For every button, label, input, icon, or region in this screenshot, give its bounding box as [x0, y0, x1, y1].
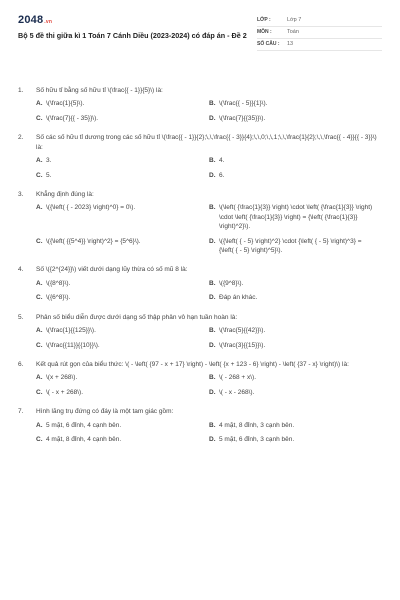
option-text: \(\frac{{11}}{{10}}\).: [46, 341, 100, 349]
answer-option[interactable]: [36, 435, 209, 444]
answer-options: [18, 99, 382, 123]
answer-option[interactable]: [209, 237, 382, 256]
option-letter: D.: [209, 114, 216, 122]
answer-option[interactable]: [209, 326, 382, 335]
answer-option[interactable]: [36, 388, 209, 397]
site-logo[interactable]: [18, 14, 248, 26]
question-number: 5.: [18, 313, 24, 321]
question-text: Phân số biểu diễn được dưới dạng số thập phân vô hạn tuần hoàn là:: [36, 313, 238, 321]
option-text: \( - x + 268\).: [46, 388, 84, 396]
header-left: [18, 14, 248, 41]
question-stem: [18, 133, 382, 152]
option-text: \(\left( {\frac{1}{3}} \right) \cdot \left( {\frac{1}{3}} \right) \cdot \left( {\frac{1}{3}} \right) = {\left( {\frac{1}{3}} \right)^2}\).: [219, 204, 373, 231]
answer-option[interactable]: [36, 421, 209, 430]
answer-option[interactable]: [36, 341, 209, 350]
meta-table: [257, 15, 382, 51]
header: [18, 14, 382, 64]
option-text: 4 mặt, 8 đỉnh, 3 cạnh bên.: [219, 421, 295, 429]
option-letter: D.: [209, 436, 216, 444]
option-letter: B.: [209, 204, 216, 212]
option-letter: D.: [209, 341, 216, 349]
question-number: 1.: [18, 87, 24, 94]
option-letter: B.: [209, 279, 216, 287]
option-letter: D.: [209, 388, 216, 396]
question-1: [18, 86, 382, 123]
option-letter: C.: [36, 341, 43, 349]
option-text: \({\left( {{5^4}} \right)^2} = {5^6}\).: [46, 237, 141, 245]
option-text: \(x + 268\).: [46, 374, 78, 382]
question-7: [18, 407, 382, 444]
option-text: \(\frac{5}{{42}}\).: [219, 327, 266, 335]
option-letter: A.: [36, 204, 43, 212]
option-letter: B.: [209, 157, 216, 165]
option-text: \({6^8}\).: [46, 294, 71, 302]
option-letter: D.: [209, 171, 216, 179]
answer-option[interactable]: [36, 237, 209, 256]
option-letter: C.: [36, 171, 43, 179]
question-number: 4.: [18, 266, 24, 274]
answer-options: [18, 156, 382, 180]
answer-option[interactable]: [36, 279, 209, 288]
answer-option[interactable]: [36, 171, 209, 180]
answer-option[interactable]: [36, 203, 209, 231]
option-text: \(\frac{7}{{35}}\).: [219, 114, 266, 122]
option-letter: A.: [36, 100, 43, 108]
meta-value: 13: [287, 40, 294, 47]
option-text: Đáp án khác.: [219, 294, 258, 302]
option-text: 5 mặt, 6 đỉnh, 3 cạnh bên.: [219, 436, 295, 444]
question-2: [18, 133, 382, 180]
option-letter: D.: [209, 294, 216, 302]
meta-key: LỚP :: [257, 16, 271, 23]
answer-options: [18, 373, 382, 397]
answer-options: [18, 279, 382, 303]
question-number: 2.: [18, 134, 24, 142]
answer-option[interactable]: [36, 293, 209, 302]
option-text: 5 mặt, 6 đỉnh, 4 cạnh bên.: [46, 421, 122, 429]
answer-option[interactable]: [209, 388, 382, 397]
question-stem: [18, 360, 382, 369]
answer-option[interactable]: [209, 171, 382, 180]
option-text: 5.: [46, 171, 52, 179]
option-text: \( - 268 + x\).: [219, 374, 257, 382]
answer-option[interactable]: [209, 435, 382, 444]
answer-options: [18, 421, 382, 445]
question-number: 6.: [18, 361, 24, 369]
option-letter: A.: [36, 279, 43, 287]
question-4: [18, 265, 382, 302]
logo-main: 2048: [18, 14, 44, 26]
answer-option[interactable]: [36, 373, 209, 382]
option-text: 4 mặt, 8 đỉnh, 4 cạnh bên.: [46, 436, 122, 444]
answer-option[interactable]: [209, 341, 382, 350]
answer-option[interactable]: [36, 156, 209, 165]
question-text: Số \({2^{24}}\) viết dưới dạng lũy thừa có số mũ 8 là:: [36, 266, 188, 274]
question-number: 7.: [18, 408, 24, 416]
option-text: \({9^8}\).: [219, 279, 244, 287]
option-text: \({\left( { - 5} \right)^2} \cdot {\left( { - 5} \right)^3} = {\left( { - 5} \right)^5}\).: [219, 237, 362, 255]
question-6: [18, 360, 382, 397]
question-stem: [18, 190, 382, 199]
meta-value: Lớp 7: [287, 16, 302, 23]
option-text: 6.: [219, 171, 225, 179]
answer-option[interactable]: [209, 373, 382, 382]
answer-option[interactable]: [209, 203, 382, 231]
question-number: 3.: [18, 190, 24, 198]
answer-option[interactable]: [209, 279, 382, 288]
answer-options: [18, 326, 382, 350]
answer-option[interactable]: [209, 114, 382, 123]
answer-option[interactable]: [209, 421, 382, 430]
meta-value: Toán: [287, 28, 299, 35]
option-text: \(\frac{7}{{ - 35}}\).: [46, 114, 99, 122]
meta-key: MÔN :: [257, 28, 272, 35]
option-text: 3.: [46, 157, 52, 165]
question-stem: [18, 86, 382, 95]
option-letter: C.: [36, 294, 43, 302]
meta-key: SỐ CÂU :: [257, 40, 280, 47]
question-3: [18, 190, 382, 256]
meta-row-subject: [257, 27, 382, 39]
answer-option[interactable]: [209, 156, 382, 165]
option-letter: B.: [209, 327, 216, 335]
option-letter: B.: [209, 374, 216, 382]
option-text: 4.: [219, 157, 225, 165]
option-letter: B.: [209, 100, 216, 108]
answer-option[interactable]: [36, 99, 209, 108]
document-title: Bộ 5 đề thi giữa kì 1 Toán 7 Cánh Diều (2023-2024) có đáp án - Đề 2: [18, 31, 247, 41]
answer-option[interactable]: [36, 326, 209, 335]
question-stem: [18, 265, 382, 274]
option-letter: C.: [36, 237, 43, 245]
option-letter: C.: [36, 388, 43, 396]
question-stem: [18, 407, 382, 416]
question-text: Khẳng định đúng là:: [36, 190, 94, 198]
option-text: \(\frac{3}{{15}}\).: [219, 341, 266, 349]
meta-row-class: [257, 15, 382, 27]
option-text: \({8^8}\).: [46, 279, 71, 287]
answer-options: [18, 203, 382, 255]
option-text: \({\left( { - 2023} \right)^0} = 0\).: [46, 204, 136, 212]
option-letter: A.: [36, 327, 43, 335]
question-5: [18, 313, 382, 350]
option-letter: A.: [36, 374, 43, 382]
meta-row-count: [257, 39, 382, 51]
option-letter: A.: [36, 157, 43, 165]
question-text: Số hữu tỉ bằng số hữu tỉ \(\frac{{ - 1}}{5}\) là:: [36, 87, 163, 94]
option-text: \(\frac{1}{5}\).: [46, 100, 85, 108]
question-text: Số các số hữu tỉ dương trong các số hữu tỉ \(\frac{{ - 1}}{2};\,\,\frac{{ - 3}}{4};\,\,0;\,\,1;\,\,\frac{1}{2};\,\,\frac{{ - 4}}{{ - 3}}\) là:: [36, 134, 377, 151]
question-text: Hình lăng trụ đứng có đáy là một tam giác gồm:: [36, 408, 174, 416]
option-text: \( - x - 268\).: [219, 388, 255, 396]
question-list: [18, 86, 382, 445]
option-text: \(\frac{{ - 5}}{1}\).: [219, 100, 268, 108]
answer-option[interactable]: [36, 114, 209, 123]
logo-sub: .vn: [44, 19, 53, 25]
answer-option[interactable]: [209, 293, 382, 302]
option-letter: C.: [36, 114, 43, 122]
question-stem: [18, 313, 382, 322]
answer-option[interactable]: [209, 99, 382, 108]
option-letter: C.: [36, 436, 43, 444]
option-letter: D.: [209, 237, 216, 245]
option-text: \(\frac{1}{{125}}\).: [46, 327, 96, 335]
question-text: Kết quả rút gọn của biểu thức: \( - \left( {97 - x + 17} \right) - \left( {x + 123 - 6} \right) - \left( {37 - x} \right)\) là:: [36, 361, 349, 369]
option-letter: A.: [36, 421, 43, 429]
option-letter: B.: [209, 421, 216, 429]
